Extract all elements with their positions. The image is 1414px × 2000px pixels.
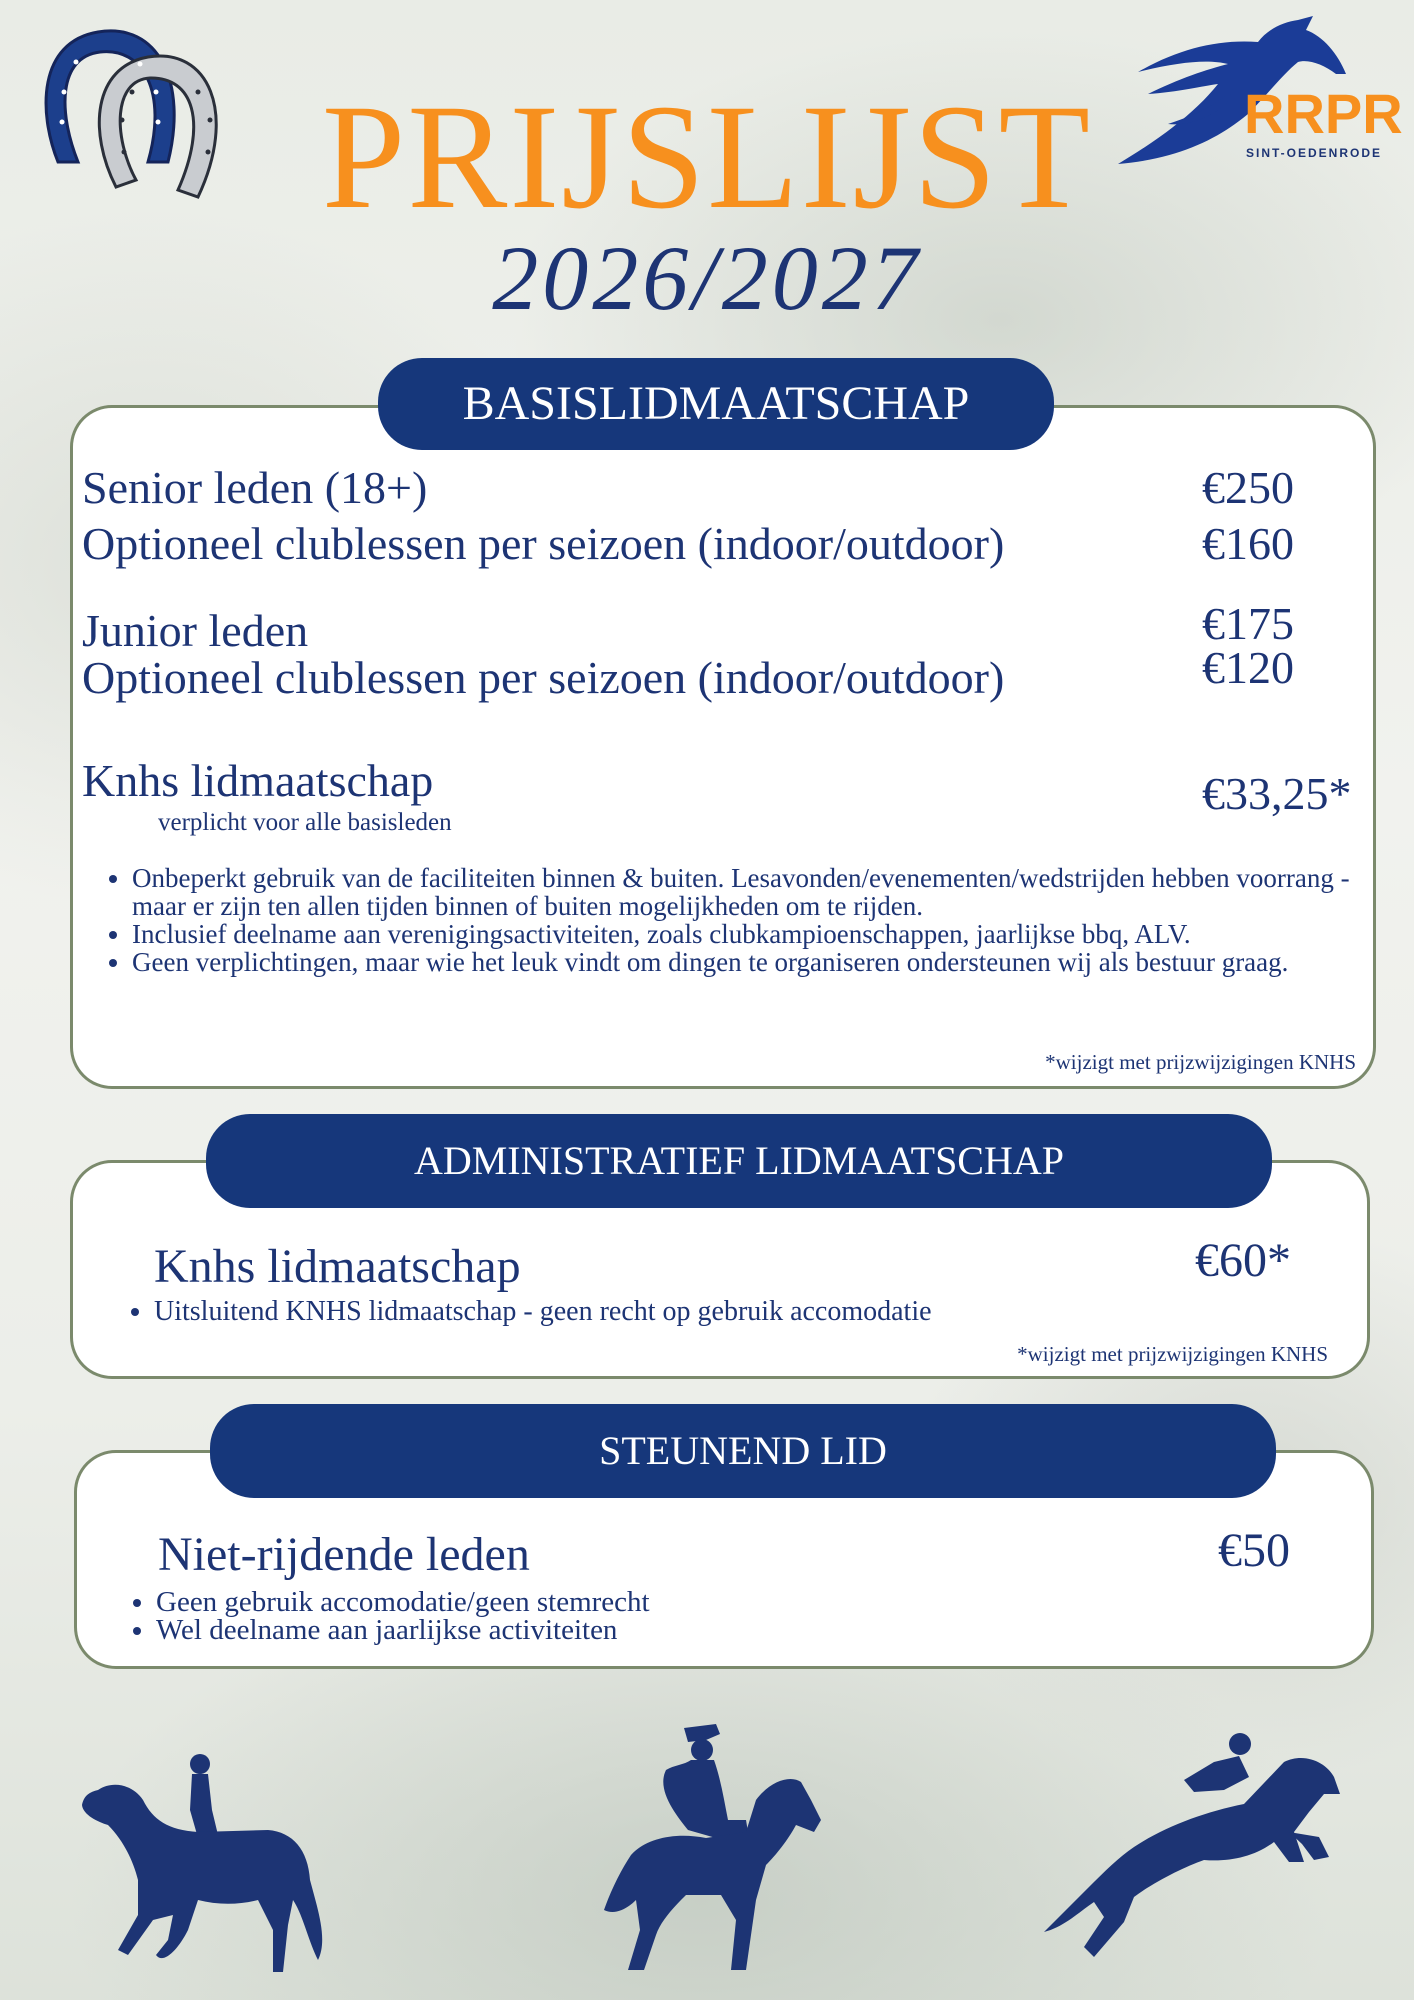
steunend-heading: STEUNEND LID	[210, 1404, 1276, 1498]
knhs-sub: verplicht voor alle basisleden	[158, 809, 452, 836]
steunend-bullet: • Wel deelname aan jaarlijkse activiteiten	[156, 1616, 1256, 1644]
admin-note: *wijzigt met prijzwijzigingen KNHS	[1017, 1342, 1328, 1366]
senior-price: €250	[1202, 462, 1294, 513]
steunend-label: Niet-rijdende leden	[158, 1528, 530, 1581]
senior-lessons-price: €160	[1202, 518, 1294, 569]
junior-label: Junior leden	[82, 605, 309, 656]
western-rider-icon	[596, 1720, 826, 1980]
basis-bullet: • Geen verplichtingen, maar wie het leuk vindt om dingen te organiseren ondersteunen wij als bestuur graag.	[132, 948, 1402, 976]
dressage-rider-icon	[78, 1750, 328, 1980]
knhs-price: €33,25*	[1202, 768, 1352, 819]
jumping-rider-icon	[1034, 1732, 1344, 1968]
logo-subtext: SINT-OEDENRODE	[1246, 146, 1383, 160]
steunend-bullet: • Geen gebruik accomodatie/geen stemrecht	[156, 1588, 1256, 1616]
junior-lessons-label: Optioneel clublessen per seizoen (indoor/outdoor)	[82, 652, 1005, 703]
basis-note: *wijzigt met prijzwijzigingen KNHS	[1045, 1050, 1356, 1074]
page-title: PRIJSLIJST	[321, 74, 1093, 240]
basis-bullets	[106, 864, 1402, 976]
logo-text: RRPR	[1244, 82, 1403, 145]
basis-bullet: • Onbeperkt gebruik van de faciliteiten binnen & buiten. Lesavonden/evenementen/wedstrijden hebben voorrang - maar er zijn ten allen tijden binnen of buiten mogelijkheden om te rijden.	[132, 864, 1402, 920]
steunend-bullets	[130, 1588, 1256, 1644]
admin-heading: ADMINISTRATIEF LIDMAATSCHAP	[206, 1114, 1272, 1208]
basis-heading: BASISLIDMAATSCHAP	[378, 358, 1054, 450]
admin-bullets	[128, 1296, 1254, 1328]
steunend-price: €50	[1218, 1524, 1290, 1577]
admin-bullet: • Uitsluitend KNHS lidmaatschap - geen recht op gebruik accomodatie	[154, 1296, 1254, 1328]
admin-label: Knhs lidmaatschap	[154, 1240, 521, 1293]
knhs-label: Knhs lidmaatschap	[82, 755, 434, 806]
junior-lessons-price: €120	[1202, 642, 1294, 693]
admin-price: €60*	[1195, 1234, 1291, 1287]
junior-price: €175	[1202, 598, 1294, 649]
page-year: 2026/2027	[492, 227, 922, 329]
basis-bullet: • Inclusief deelname aan verenigingsactiviteiten, zoals clubkampioenschappen, jaarlijkse bbq, ALV.	[132, 920, 1402, 948]
senior-lessons-label: Optioneel clublessen per seizoen (indoor/outdoor)	[82, 518, 1005, 569]
senior-label: Senior leden (18+)	[82, 462, 428, 513]
